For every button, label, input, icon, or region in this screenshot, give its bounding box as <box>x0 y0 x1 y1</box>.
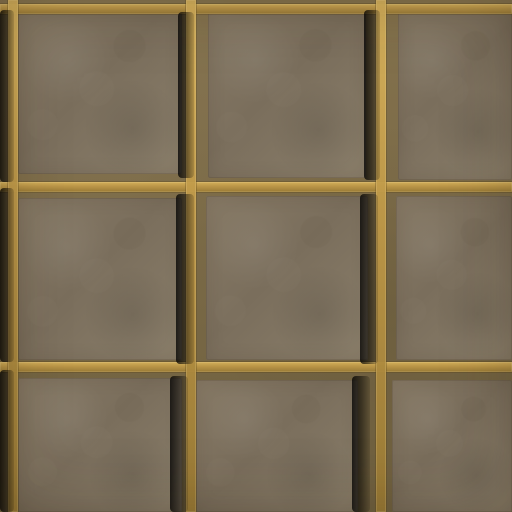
tile-bottom-center <box>196 380 358 512</box>
tile-top-right <box>398 8 512 180</box>
tile-bottom-left <box>18 378 182 512</box>
tile-bottom-right <box>392 380 512 512</box>
tile-middle-center <box>206 196 368 360</box>
tile-middle-left <box>18 198 182 360</box>
tile-top-left <box>18 10 182 174</box>
tile-top-center <box>208 8 366 178</box>
tile-middle-right <box>396 196 512 360</box>
